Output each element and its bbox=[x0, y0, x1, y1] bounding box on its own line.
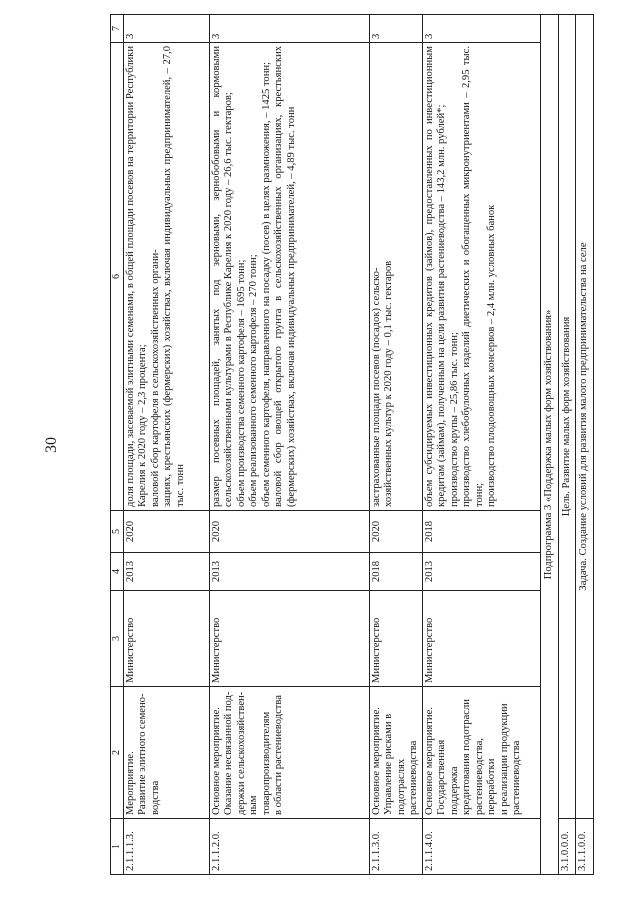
row-result-line: валовой сбор картофеля в сельскохозяйственных органи- bbox=[149, 249, 161, 507]
row-end-year: 2020 bbox=[123, 511, 209, 553]
subprogram-row bbox=[540, 15, 558, 875]
row-name-line: кредитования подотрасли bbox=[461, 699, 473, 815]
row-result-line: зациях, крестьянских (фермерских) хозяйствах, включая индивидуальных предпринимателей, – 27,0 тыс. тонн bbox=[162, 46, 186, 507]
row-end-year: 2020 bbox=[369, 511, 422, 553]
row-ministry: Министерство bbox=[123, 591, 209, 687]
row-start-year: 2013 bbox=[209, 553, 369, 591]
row-ministry: Министерство bbox=[422, 591, 540, 687]
row-start-year: 2013 bbox=[123, 553, 209, 591]
row-name-line: Основное мероприятие. bbox=[370, 707, 382, 815]
row-result bbox=[123, 43, 209, 511]
row-result-line: валовой сбор овощей открытого грунта в сельскохозяйственных организациях, крестьянских (фермерских) хозяйствах, включая индивидуальных предпринимателей, – 4,89 тыс. тонн bbox=[273, 46, 297, 507]
row-result-line: объем производства семенного картофеля – 1695 тонн; bbox=[235, 259, 247, 507]
row-result bbox=[422, 43, 540, 511]
row-col7: 3 bbox=[422, 15, 540, 43]
row-result-line: размер посевных площадей, занятых под зерновыми, зернобобовыми и кормовыми сельскохозяйственными культурами в Республике Карелия к 2020 году – 26,6 тыс. гектаров; bbox=[210, 46, 235, 507]
row-ministry: Министерство bbox=[369, 591, 422, 687]
row-name-line: Государственная поддержка bbox=[436, 739, 460, 815]
row-name-line: ным товаропроизводителям bbox=[248, 711, 272, 815]
row-ministry: Министерство bbox=[209, 591, 369, 687]
row-name-line: растениеводства bbox=[511, 740, 523, 815]
row-result-line: объем реализованного семенного картофеля – 270 тонн; bbox=[248, 254, 260, 507]
row-name-line: Развитие элитного семено- bbox=[137, 693, 149, 815]
header-cell: 7 bbox=[111, 15, 124, 43]
row-col7: 3 bbox=[369, 15, 422, 43]
row-end-year: 2018 bbox=[422, 511, 540, 553]
goal-text: Цель. Развитие малых форм хозяйствования bbox=[558, 15, 576, 819]
header-cell: 4 bbox=[111, 553, 124, 591]
subprogram-title: Подпрограмма 3 «Поддержка малых форм хозяйствования» bbox=[540, 15, 558, 875]
rotated-table-container bbox=[110, 15, 640, 875]
row-name-line: растениеводства, переработки bbox=[473, 738, 498, 815]
row-code: 2.1.1.4.0. bbox=[422, 819, 540, 875]
header-cell: 2 bbox=[111, 687, 124, 819]
row-col7: 3 bbox=[123, 15, 209, 43]
header-cell: 5 bbox=[111, 511, 124, 553]
row-end-year: 2020 bbox=[209, 511, 369, 553]
row-name-line: держки сельскохозяйствен- bbox=[235, 691, 247, 815]
row-code: 2.1.1.1.3. bbox=[123, 819, 209, 875]
table-row bbox=[123, 15, 209, 875]
table-row bbox=[209, 15, 369, 875]
goal-code: 3.1.0.0.0. bbox=[558, 819, 576, 875]
row-code: 2.1.1.3.0. bbox=[369, 819, 422, 875]
row-name-line: Оказание несвязанной под- bbox=[223, 691, 235, 815]
row-name bbox=[422, 687, 540, 819]
row-start-year: 2013 bbox=[422, 553, 540, 591]
table-row bbox=[369, 15, 422, 875]
row-name-line: и реализации продукции bbox=[498, 703, 510, 815]
row-result-line: хозяйственных культур к 2020 году – 0,1 тыс. гектаров bbox=[383, 260, 395, 507]
header-cell: 6 bbox=[111, 43, 124, 511]
row-name bbox=[123, 687, 209, 819]
row-name-line: подотраслях растениеводства bbox=[395, 740, 420, 815]
row-result-line: производство крупы – 25,86 тыс. тонн; bbox=[448, 332, 460, 507]
row-name-line: Основное мероприятие. bbox=[210, 707, 222, 815]
page-number: 30 bbox=[43, 437, 60, 453]
task-text: Задача. Создание условий для развития малого предпринимательства на селе bbox=[576, 15, 594, 819]
row-name-line: Мероприятие. bbox=[124, 751, 136, 815]
row-code: 2.1.1.2.0. bbox=[209, 819, 369, 875]
goal-row bbox=[558, 15, 576, 875]
row-result-line: объем субсидируемых инвестиционных кредитов (займов), предоставленных по инвестиционным кредитам (займам), полученным на цели развития растениеводства – 143,2 млн. рублей*; bbox=[423, 46, 448, 507]
task-row bbox=[576, 15, 594, 875]
row-result bbox=[209, 43, 369, 511]
row-result-line: объем семенного картофеля, направленного на посадку (посев) в целях размножения, – 1425 тонн; bbox=[260, 61, 272, 507]
header-cell: 3 bbox=[111, 591, 124, 687]
table-row bbox=[422, 15, 540, 875]
row-result-line: производство плодоовощных консервов – 2,4 млн. условных банок bbox=[486, 204, 498, 507]
row-col7: 3 bbox=[209, 15, 369, 43]
row-start-year: 2018 bbox=[369, 553, 422, 591]
row-name bbox=[209, 687, 369, 819]
row-name-line: Основное мероприятие. bbox=[423, 707, 435, 815]
row-result-line: производство хлебобулочных изделий диетических и обогащенных микронутриентами – 2,95 тыс. тонн; bbox=[461, 46, 485, 507]
row-result-line: доля площади, засеваемой элитными семенами, в общей площади посевов на территории Республики Карелия к 2020 году – 2,3 процента; bbox=[124, 46, 149, 507]
header-row bbox=[111, 15, 124, 875]
header-cell: 1 bbox=[111, 819, 124, 875]
row-result bbox=[369, 43, 422, 511]
row-name-line: водства bbox=[149, 780, 161, 815]
row-name-line: в области растениеводства bbox=[273, 695, 285, 815]
row-result-line: застрахованные площади посевов (посадок) сельско- bbox=[370, 267, 382, 507]
task-code: 3.1.1.0.0. bbox=[576, 819, 594, 875]
row-name bbox=[369, 687, 422, 819]
row-name-line: Управление рисками в bbox=[383, 713, 395, 815]
program-table bbox=[110, 14, 594, 875]
